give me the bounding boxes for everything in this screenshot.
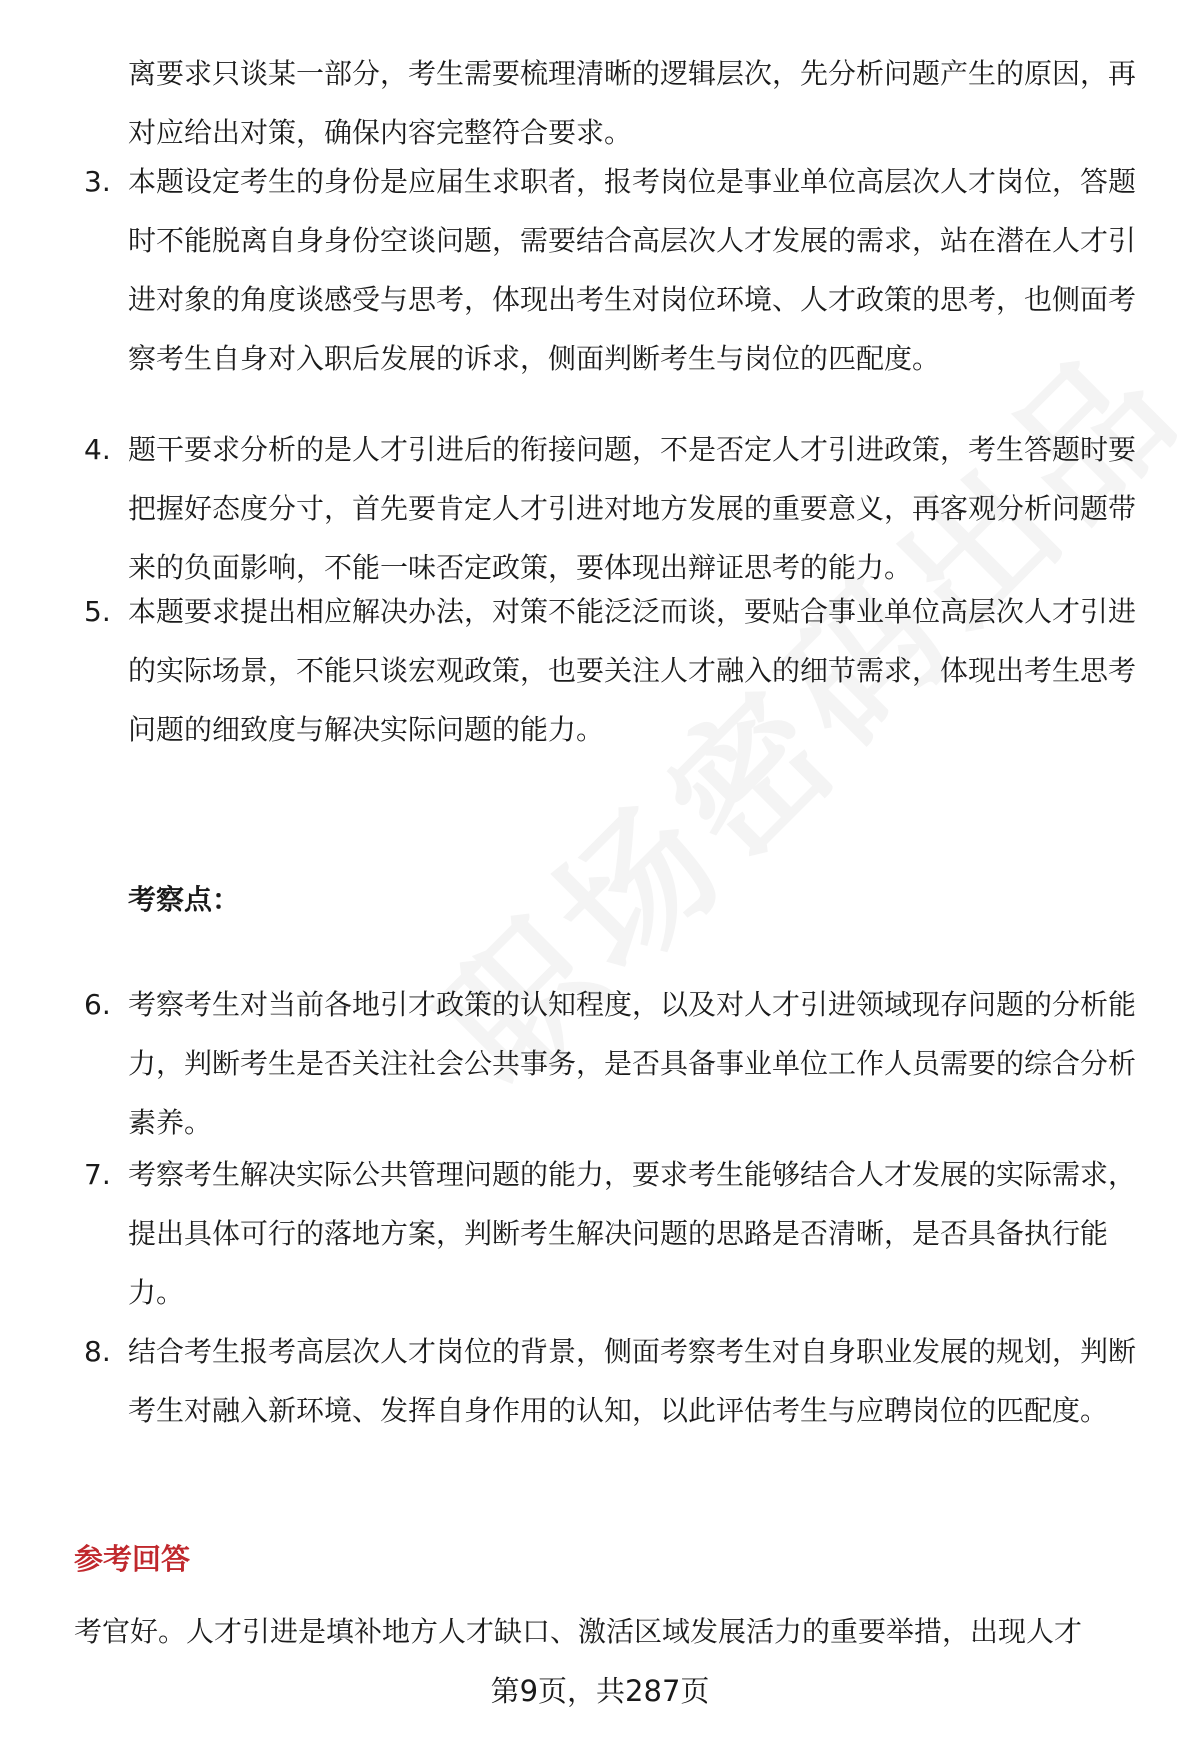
list-text: 本题设定考生的身份是应届生求职者，报考岗位是事业单位高层次人才岗位，答题时不能脱离自身身份空谈问题，需要结合高层次人才发展的需求，站在潜在人才引进对象的角度谈感受与思考，体现出考生对岗位环境、人才政策的思考，也侧面考察考生自身对入职后发展的诉求，侧面判断考生与岗位的匹配度。 xyxy=(128,165,1137,375)
list-number: 6. xyxy=(84,988,111,1021)
list-text: 本题要求提出相应解决办法，对策不能泛泛而谈，要贴合事业单位高层次人才引进的实际场景，不能只谈宏观政策，也要关注人才融入的细节需求，体现出考生思考问题的细致度与解决实际问题的能力。 xyxy=(128,595,1137,746)
list-item xyxy=(84,152,1144,388)
list-number: 8. xyxy=(84,1335,111,1368)
list-item xyxy=(84,975,1144,1152)
list-text: 题干要求分析的是人才引进后的衔接问题，不是否定人才引进政策，考生答题时要把握好态度分寸，首先要肯定人才引进对地方发展的重要意义，再客观分析问题带来的负面影响，不能一味否定政策，要体现出辩证思考的能力。 xyxy=(128,433,1137,584)
page-footer: 第9页，共287页 xyxy=(490,1674,710,1708)
reference-answer-text: 考官好。人才引进是填补地方人才缺口、激活区域发展活力的重要举措，出现人才 xyxy=(74,1615,1083,1648)
reference-answer-title: 参考回答 xyxy=(74,1542,191,1576)
list-item xyxy=(84,582,1144,759)
list-number: 7. xyxy=(84,1158,111,1191)
list-item xyxy=(84,1322,1144,1440)
list-text: 考察考生对当前各地引才政策的认知程度，以及对人才引进领域现存问题的分析能力，判断考生是否关注社会公共事务，是否具备事业单位工作人员需要的综合分析素养。 xyxy=(128,988,1137,1139)
list-text: 结合考生报考高层次人才岗位的背景，侧面考察考生对自身职业发展的规划，判断考生对融入新环境、发挥自身作用的认知，以此评估考生与应聘岗位的匹配度。 xyxy=(128,1335,1137,1427)
list-item xyxy=(84,1145,1144,1322)
continuation-paragraph: 离要求只谈某一部分，考生需要梳理清晰的逻辑层次，先分析问题产生的原因，再对应给出对策，确保内容完整符合要求。 xyxy=(128,57,1137,149)
list-number: 3. xyxy=(84,165,111,198)
list-text: 考察考生解决实际公共管理问题的能力，要求考生能够结合人才发展的实际需求，提出具体可行的落地方案，判断考生解决问题的思路是否清晰，是否具备执行能力。 xyxy=(128,1158,1137,1309)
list-number: 5. xyxy=(84,595,111,628)
exam-points-heading: 考察点： xyxy=(128,883,241,916)
list-number: 4. xyxy=(84,433,111,466)
list-item xyxy=(84,420,1144,597)
